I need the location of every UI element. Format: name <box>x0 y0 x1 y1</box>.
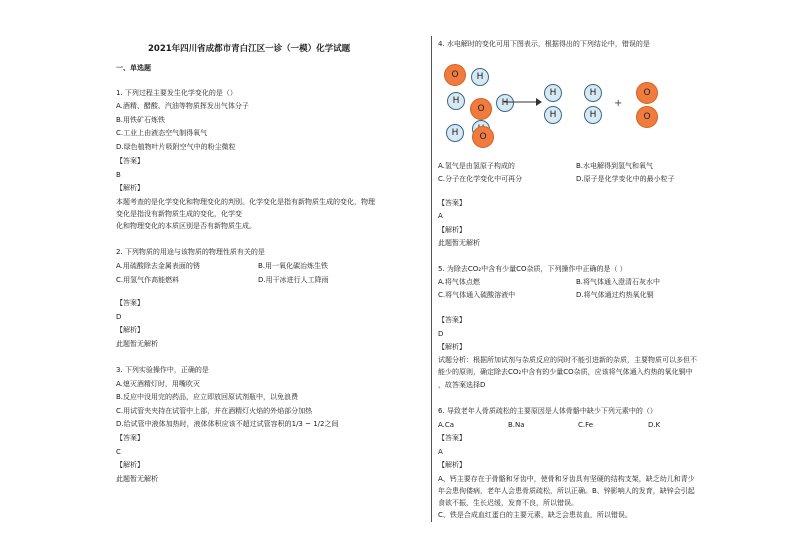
oxygen-atom: O <box>444 64 466 86</box>
q4-answer-label: 【答案】 <box>438 199 466 207</box>
q6-analysis-line: C、铁是合成血红蛋白的主要元素，缺乏会患贫血，所以错误。 <box>438 511 632 519</box>
q4-option-d: D.原子是化学变化中的最小粒子 <box>576 175 675 183</box>
q2-analysis: 此题暂无解析 <box>116 340 158 348</box>
hydrogen-atom: H <box>584 84 602 102</box>
q6-answer-label: 【答案】 <box>438 434 466 442</box>
q5-analysis-line: 能少的原则，确定除去CO₂中含有的少量CO杂质，应该将气体通入灼热的氧化铜中 <box>438 368 693 376</box>
q3-option-b: B.反应中没用完的药品，应立即放回原试剂瓶中，以免浪费 <box>116 393 299 401</box>
q5-analysis-line: 试题分析：根据所加试剂与杂质反应的同时不能引进新的杂质，主要物质可以多但不 <box>438 356 697 364</box>
q6-analysis-label: 【解析】 <box>438 461 466 469</box>
hydrogen-atom: H <box>496 94 514 112</box>
q1-option-b: B.用铁矿石炼铁 <box>116 116 166 124</box>
oxygen-atom: O <box>470 98 492 120</box>
q5-option-c: C.将气体通入硫酸溶液中 <box>438 291 516 299</box>
q2-option-a: A.用硫酸除去金属表面的锈 <box>116 262 200 270</box>
q1-option-d: D.绿色植物叶片吸附空气中的粉尘微粒 <box>116 143 236 151</box>
q4-analysis: 此题暂无解析 <box>438 239 480 247</box>
q3-analysis-label: 【解析】 <box>116 461 144 469</box>
q1-analysis-line: 变化是指没有新物质生成的变化，化学变 <box>116 210 242 218</box>
hydrogen-atom: H <box>446 124 464 142</box>
q2-stem: 2. 下列物质的用途与该物质的物理性质有关的是 <box>116 248 265 256</box>
q3-analysis: 此题暂无解析 <box>116 475 158 483</box>
hydrogen-atom: H <box>584 106 602 124</box>
q3-option-a: A.熄灭酒精灯时，用嘴吹灭 <box>116 380 200 388</box>
q2-option-c: C.用氢气作高能燃料 <box>116 276 180 284</box>
q4-answer: A <box>438 212 443 220</box>
plus-icon: + <box>614 98 623 109</box>
oxygen-atom: O <box>472 126 494 148</box>
q6-answer: A <box>438 448 443 456</box>
q5-analysis-line: ，故答案选择D <box>438 381 486 389</box>
hydrogen-atom: H <box>544 106 562 124</box>
q2-option-b: B.用一氧化碳冶炼生铁 <box>258 262 329 270</box>
q4-stem: 4. 水电解时的变化可用下图表示，根据得出的下列结论中，错误的是 <box>438 40 650 48</box>
q6-analysis-line: 年会患佝偻病，老年人会患骨质疏松，所以正确。B、锌影响人的发育，缺锌会引起 <box>438 487 695 495</box>
q3-option-c: C.用试管夹夹持在试管中上部，并在酒精灯火焰的外焰部分加热 <box>116 407 313 415</box>
q2-answer: D <box>116 313 122 321</box>
section-heading: 一、单选题 <box>116 64 151 72</box>
q5-stem: 5. 为除去CO₂中含有少量CO杂质，下列操作中正确的是（ ） <box>438 265 627 273</box>
q3-stem: 3. 下列实验操作中，正确的是 <box>116 366 209 374</box>
q5-option-a: A.将气体点燃 <box>438 278 480 286</box>
q1-answer: B <box>116 171 121 179</box>
q2-answer-label: 【答案】 <box>116 299 144 307</box>
page-title: 2021年四川省成都市青白江区一诊（一模）化学试题 <box>148 44 351 54</box>
q1-option-a: A.酒精、醋酸、汽油等物质挥发出气体分子 <box>116 102 249 110</box>
q5-analysis-label: 【解析】 <box>438 343 466 351</box>
oxygen-atom: O <box>636 82 658 104</box>
q6-option-c: C.Fe <box>578 421 594 429</box>
q6-option-d: D.K <box>648 421 661 429</box>
q1-answer-label: 【答案】 <box>116 157 144 165</box>
column-divider <box>431 36 432 522</box>
q5-answer: D <box>438 330 444 338</box>
oxygen-atom: O <box>636 106 658 128</box>
q1-stem: 1. 下列过程主要发生化学变化的是（） <box>116 89 237 97</box>
q4-option-a: A.氢气是由氢原子构成的 <box>438 162 515 170</box>
q1-analysis-label: 【解析】 <box>116 184 144 192</box>
q6-option-b: B.Na <box>508 421 525 429</box>
q3-answer: C <box>116 448 121 456</box>
q6-option-a: A.Ca <box>438 421 455 429</box>
q5-answer-label: 【答案】 <box>438 316 466 324</box>
q2-analysis-label: 【解析】 <box>116 326 144 334</box>
q4-option-c: C.分子在化学变化中可再分 <box>438 175 523 183</box>
q1-analysis-line: 化和物理变化的本质区别是否有新物质生成。 <box>116 222 256 230</box>
reaction-arrow-icon <box>502 96 542 108</box>
hydrogen-atom: H <box>544 84 562 102</box>
q5-option-b: B.将气体通入澄清石灰水中 <box>576 278 661 286</box>
q4-analysis-label: 【解析】 <box>438 226 466 234</box>
q6-analysis-line: 食欲不振，生长迟缓，发育不良，所以错误。 <box>438 499 578 507</box>
q1-option-c: C.工业上由液态空气制得氧气 <box>116 129 208 137</box>
electrolysis-diagram <box>438 56 678 156</box>
hydrogen-atom: H <box>447 92 465 110</box>
q2-option-d: D.用干冰进行人工降雨 <box>258 276 329 284</box>
hydrogen-atom: H <box>471 68 489 86</box>
q6-analysis-line: A、钙主要存在于骨骼和牙齿中，使骨和牙齿具有坚硬的结构支架，缺乏幼儿和青少 <box>438 475 695 483</box>
q4-option-b: B.水电解得到氢气和氧气 <box>576 162 654 170</box>
q3-answer-label: 【答案】 <box>116 434 144 442</box>
q5-option-d: D.将气体通过灼热氧化铜 <box>576 291 654 299</box>
q3-option-d: D.给试管中液体加热时，液体体积应该不超过试管容积的1/3 ~ 1/2之间 <box>116 420 339 428</box>
q1-analysis-line: 本题考查的是化学变化和物理变化的判别。化学变化是指有新物质生成的变化，物理 <box>116 198 375 206</box>
q6-stem: 6. 导致老年人骨质疏松的主要原因是人体骨骼中缺少下列元素中的（） <box>438 407 657 415</box>
